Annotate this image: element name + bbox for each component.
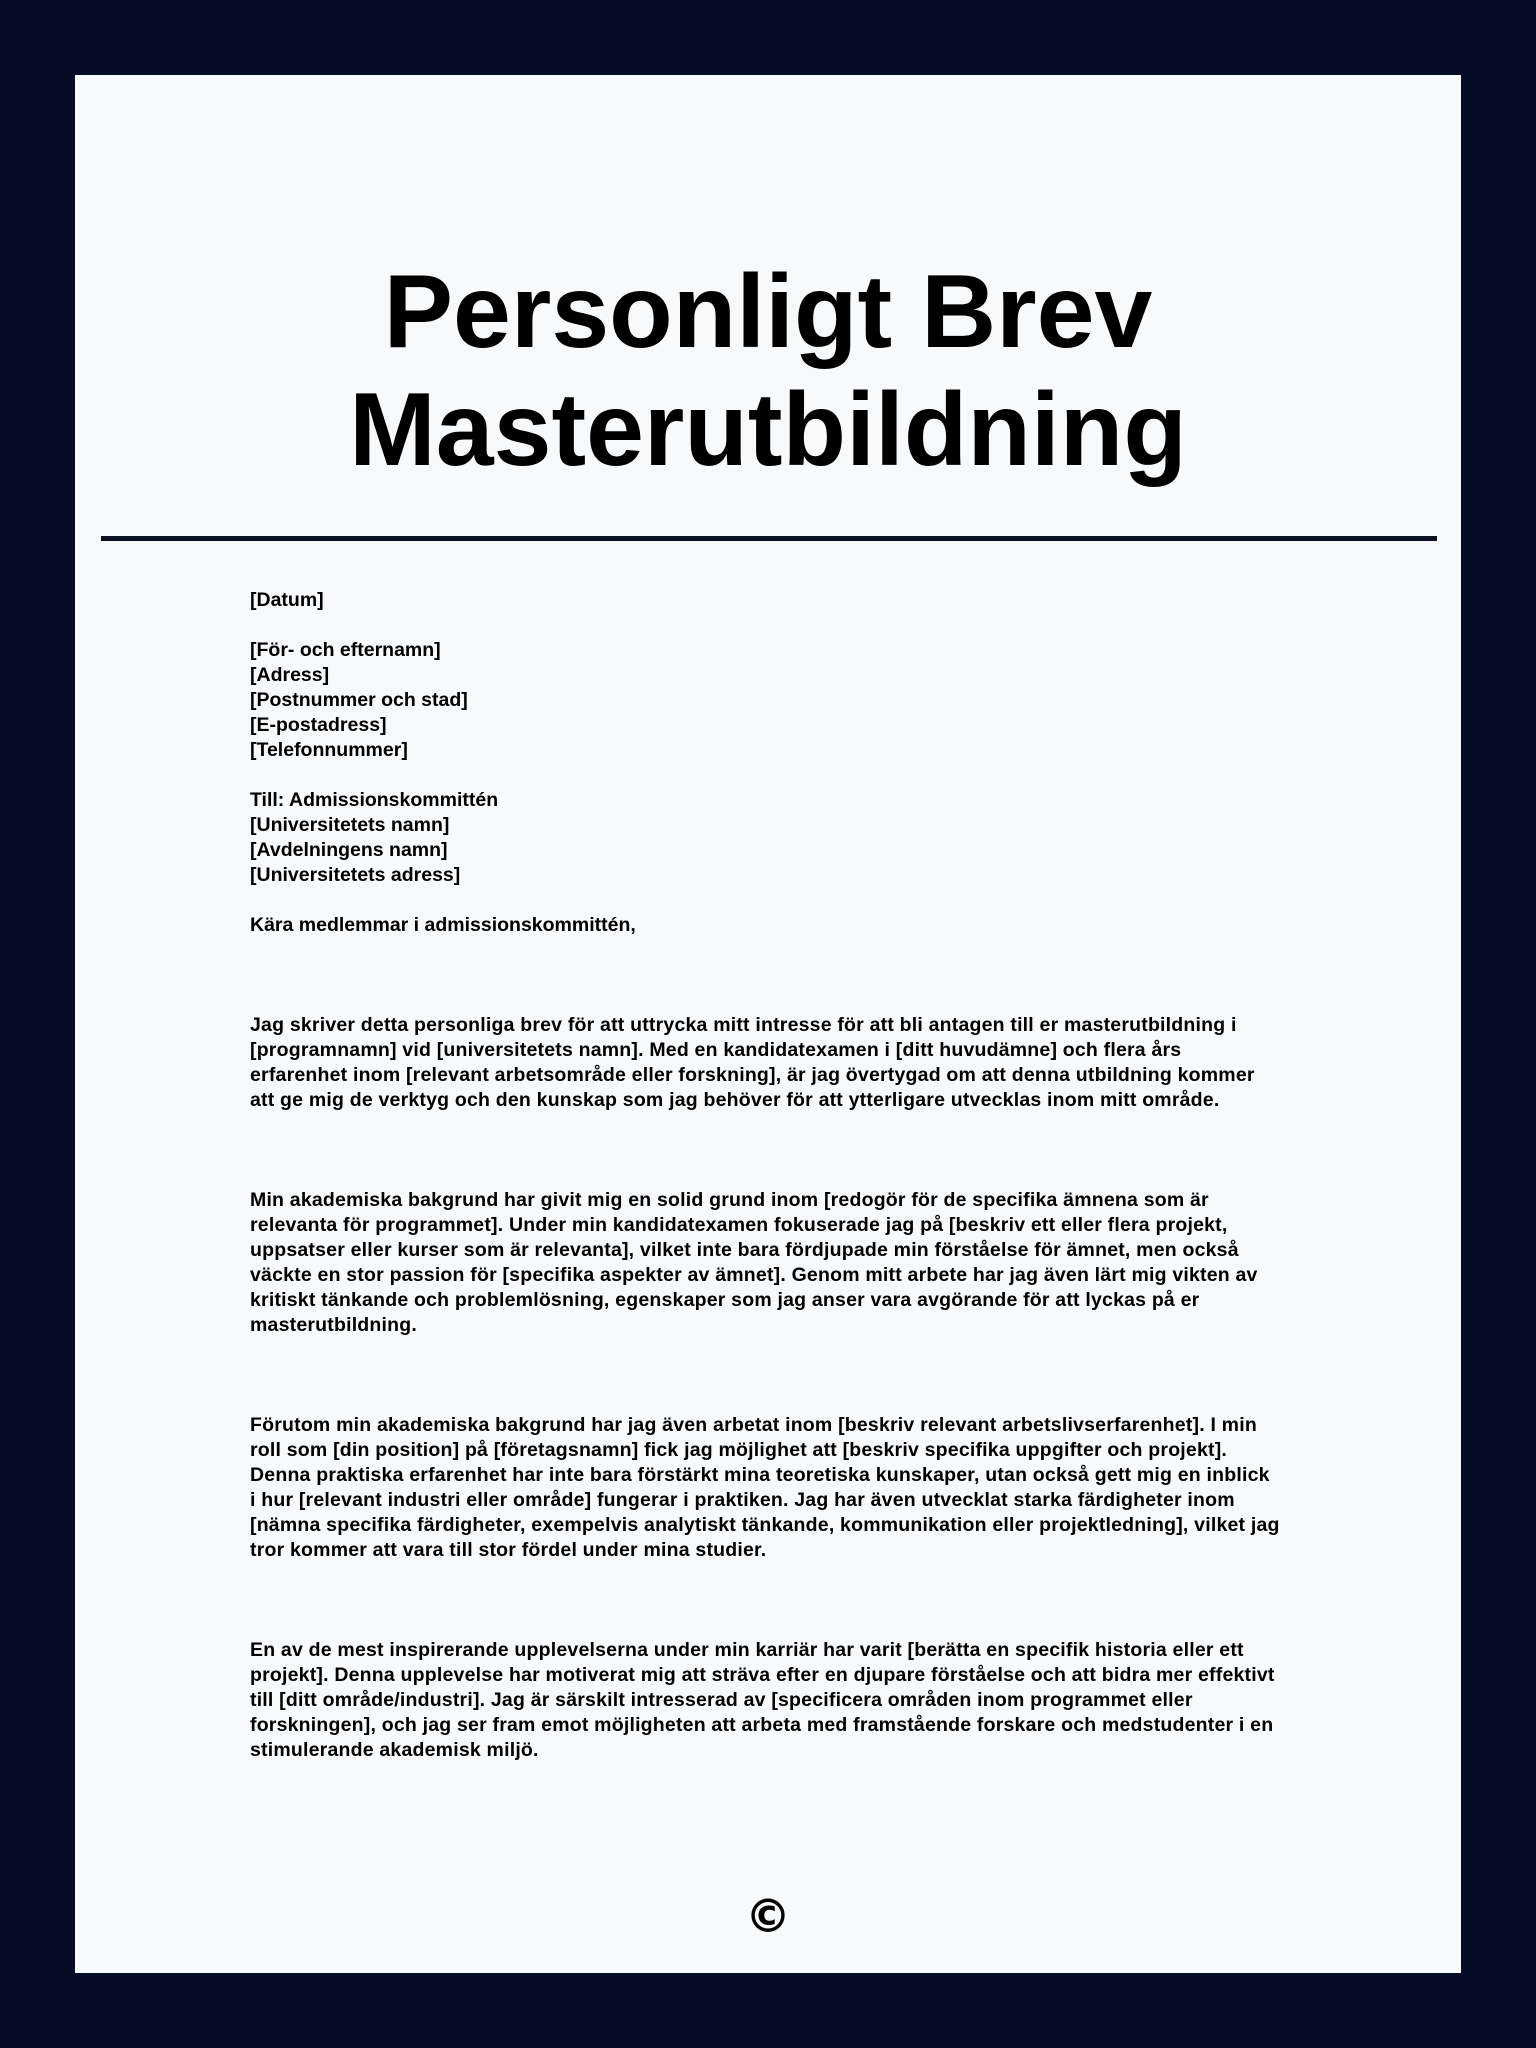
recipient-university: [Universitetets namn] xyxy=(250,814,450,836)
sender-postal: [Postnummer och stad] xyxy=(250,689,468,711)
copyright-icon: © xyxy=(745,1889,791,1943)
paragraph-intro: Jag skriver detta personliga brev för att uttrycka mitt intresse för att bli antagen till er masterutbildning i [programnamn] vid [universitetets namn]. Med en kandidatexamen i [ditt huvudämne] och flera års erfarenhet inom [relevant arbetsområde eller forskning], är jag övertygad om att denna utbildning kommer att ge mig de verktyg och den kunskap som jag behöver för att ytterligare utvecklas inom mitt område. xyxy=(250,1014,1255,1111)
date-placeholder: [Datum] xyxy=(250,589,324,611)
recipient-department: [Avdelningens namn] xyxy=(250,839,448,861)
paragraph-experience: Förutom min akademiska bakgrund har jag även arbetat inom [beskriv relevant arbetslivserfarenhet]. I min roll som [din position] på [företagsnamn] fick jag möjlighet att [beskriv specifika uppgifter och projekt]. Denna praktiska erfarenhet har inte bara förstärkt mina teoretiska kunskaper, utan också gett mig en inblick i hur [relevant industri eller område] fungerar i praktiken. Jag har även utvecklat starka färdigheter inom [nämna specifika färdigheter, exempelvis analytiskt tänkande, kommunikation eller projektledning], vilket jag tror kommer att vara till stor fördel under mina studier. xyxy=(250,1414,1280,1561)
letter-body xyxy=(250,588,1350,1838)
title-divider xyxy=(101,536,1437,541)
recipient-block xyxy=(250,788,1350,888)
salutation: Kära medlemmar i admissionskommittén, xyxy=(250,914,636,936)
title-line-1: Personligt Brev xyxy=(383,254,1153,370)
recipient-to: Till: Admissionskommittén xyxy=(250,789,499,811)
paragraph-inspiration: En av de mest inspirerande upplevelserna under min karriär har varit [berätta en specifik historia eller ett projekt]. Denna upplevelse har motiverat mig att sträva efter en djupare förståelse och att bidra mer effektivt till [ditt område/industri]. Jag är särskilt intresserad av [specificera områden inom programmet eller forskningen], och jag ser fram emot möjligheten att arbeta med framstående forskare och medstudenter i en stimulerande akademisk miljö. xyxy=(250,1639,1275,1761)
paragraph-academic: Min akademiska bakgrund har givit mig en solid grund inom [redogör för de specifika ämnena som är relevanta för programmet]. Under min kandidatexamen fokuserade jag på [beskriv ett eller flera projekt, uppsatser eller kurser som är relevanta], vilket inte bara fördjupade min förståelse för ämnet, men också väckte en stor passion för [specifika aspekter av ämnet]. Genom mitt arbete har jag även lärt mig vikten av kritiskt tänkande och problemlösning, egenskaper som jag anser vara avgörande för att lyckas på er masterutbildning. xyxy=(250,1189,1258,1336)
sender-phone: [Telefonnummer] xyxy=(250,739,408,761)
date-block xyxy=(250,588,1350,613)
page-title xyxy=(75,253,1461,489)
sender-name: [För- och efternamn] xyxy=(250,639,441,661)
title-line-2: Masterutbildning xyxy=(349,372,1187,488)
sender-block xyxy=(250,638,1350,763)
sender-address: [Adress] xyxy=(250,664,330,686)
document-page xyxy=(75,75,1461,1973)
sender-email: [E-postadress] xyxy=(250,714,387,736)
recipient-address: [Universitetets adress] xyxy=(250,864,461,886)
